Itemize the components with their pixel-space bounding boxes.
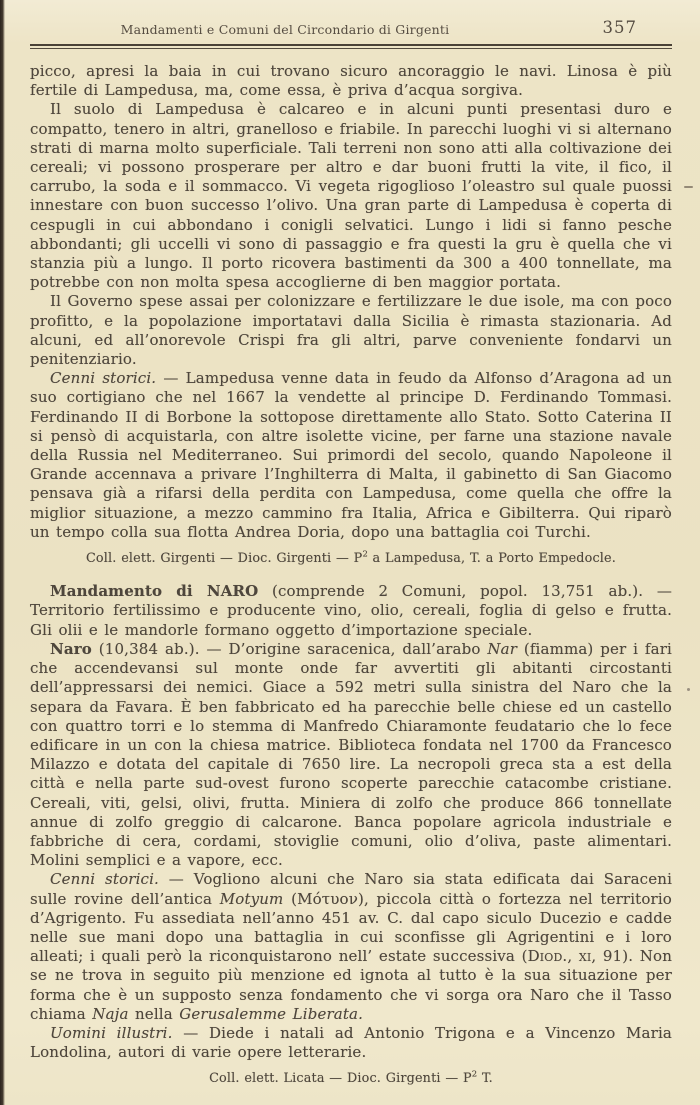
- text-segment: xi: [578, 947, 592, 966]
- text-segment: (10,384 ab.). — D’origine saracenica, dall’arabo: [91, 639, 488, 658]
- text-segment: 2: [471, 1069, 478, 1080]
- text-segment: — Lampedusa venne data in feudo da Alfonso d’Aragona ad un suo cortigiano che nel 1667 la vendette al principe D. Ferdinando Tommasi. Ferdinando II di Borbone la sottopose direttamente allo Stato. Sotto Caterina II si pensò di acquistarla, con altre isolette vicine, per farne una stazione navale della Russia nel Mediterraneo. Sui primordi del secolo, quando Napoleone il Grande accennava a privare l’Inghilterra di Malta, il gabinetto di San Giacomo pensava già a rifarsi della perdita con Lampedusa, come quella che offre la miglior situazione, a mezzo cammino fra Italia, Africa e Gibilterra. Qui riparò un tempo colla sua flotta Andrea Doria, dopo una battaglia coi Turchi.: [30, 369, 673, 541]
- page-header: [0, 0, 700, 42]
- text-segment: Coll. elett. Girgenti — Dioc. Girgenti — P: [85, 551, 363, 567]
- text-segment: (comprende 2 Comuni, popol. 13,751 ab.). — Territorio fertilissimo e producente vino, olio, cereali, foglia di gelso e frutta. Gli olii e le mandorle formano oggetto d’importazione speciale.: [30, 582, 672, 639]
- text-segment: Cenni storici.: [50, 870, 159, 889]
- text-segment: Il suolo di Lampedusa è calcareo e in alcuni punti presentasi duro e compatto, tenero in altri, granelloso e friabile. In parecchi luoghi vi si alternano strati di marna molto superficiale. Tali terreni non sono atti alla coltivazione dei cereali; vi possono prosperare per altro e dar buoni frutti la vite, il fico, il carrubo, la soda e il sommacco. Vi vegeta rigoglioso l’oleastro sul quale puossi innestare con buon successo l’olivo. Una gran parte di Lampedusa è coperta di cespugli in cui abbondano i conigli selvatici. Lungo i lidi si fanno pesche abbondanti; gli uccelli vi sono di passaggio e fra questi la gru è quella che vi stanzia più a lungo. Il porto ricovera bastimenti da 300 a 400 tonnellate, ma potrebbe con non molta spesa accoglierne di ben maggior portata.: [30, 100, 672, 292]
- text-segment: Il Governo spese assai per colonizzare e fertilizzare le due isole, ma con poco profitto, e la popolazione importatavi dalla Sicilia è rimasta stazionaria. Ad alcuni, ed all’onorevole Crispi fra gli altri, parve conveniente fondarvi un penitenziario.: [30, 292, 672, 369]
- scan-artifact: [684, 186, 693, 188]
- text-segment: T.: [477, 1071, 493, 1087]
- paragraph: [30, 369, 672, 542]
- text-segment: Naja: [92, 1004, 129, 1023]
- section-paragraph: [30, 582, 672, 640]
- paragraph: [30, 100, 672, 292]
- text-segment: Uomini illustri.: [50, 1023, 173, 1042]
- binding-edge: [0, 0, 5, 1105]
- text-segment: picco, apresi la baia in cui trovano sicuro ancoraggio le navi. Linosa è più fertile di Lampedusa, ma, come essa, è priva d’acqua sorgiva.: [30, 62, 672, 100]
- footnote-line: [30, 1069, 672, 1088]
- paragraph: [30, 870, 672, 1024]
- text-segment: — Diede i natali ad Antonio Trigona e a Vincenzo Maria Londolina, autori di varie opere letterarie.: [30, 1023, 672, 1062]
- text-segment: Nar: [487, 639, 518, 658]
- text-segment: a Lampedusa, T. a Porto Empedocle.: [367, 551, 616, 567]
- text-segment: Coll. elett. Licata — Dioc. Girgenti — P: [209, 1071, 472, 1087]
- text-segment: , 91). Non se ne trova in seguito più menzione ed ignota al tutto è la sua situazione per forma che è un supposto senza fondamento che vi sorga ora Naro che il Tasso chiama: [30, 947, 673, 1023]
- text-segment: — Vogliono alcuni che Naro sia stata edificata dai Saraceni sulle rovine dell’antica: [30, 870, 673, 908]
- text-segment: (fiamma) per i fari che accendevansi sul monte onde far avvertiti gli abitanti circostanti dell’appressarsi dei nemici. Giace a 592 metri sulla sinistra del Naro che la separa da Favara. È ben fabbricato ed ha parecchie belle chiese ed un castello con quattro torri e lo stemma di Manfredo Chiaramonte feudatario che lo fece edificare in un con la chiesa matrice. Biblioteca fondata nel 1700 da Francesco Milazzo e dotata del capitale di 7650 lire. La necropoli greca sta a est della città e nella parte sud-ovest furono scoperte parecchie catacombe cristiane. Cereali, viti, gelsi, olivi, frutta. Miniera di zolfo che produce 866 tonnellate annue di zolfo greggio di calcarone. Banca popolare agricola industriale e fabbriche di cera, cordami, stoviglie comuni, olio d’oliva, paste alimentari. Molini semplici e a vapore, ecc.: [30, 639, 672, 870]
- text-segment: Cenni storici.: [50, 369, 157, 388]
- footnote-line: [30, 549, 672, 568]
- running-title: Mandamenti e Comuni del Circondario di Girgenti: [120, 22, 450, 37]
- text-segment: 2: [362, 548, 368, 559]
- paragraph: [30, 640, 672, 870]
- text-segment: Gerusalemme Liberata.: [179, 1004, 364, 1023]
- text-segment: nella: [128, 1004, 180, 1023]
- page-number: 357: [602, 18, 637, 37]
- text-segment: Motyum: [219, 889, 284, 908]
- text-segment: Naro: [50, 639, 92, 658]
- paragraph-continuation: [30, 62, 672, 100]
- scan-artifact: [687, 688, 690, 691]
- text-segment: Diod.: [527, 947, 568, 966]
- text-segment: Mandamento di NARO: [50, 582, 259, 601]
- page-body: [30, 62, 672, 1102]
- text-segment: (Μότυον), piccola città o fortezza nel territorio d’Agrigento. Fu assediata nell’anno 451 av. C. dal capo siculo Ducezio e cadde nelle sue mani dopo una battaglia in cui sconfisse gli Agrigentini e i loro alleati; i quali però la riconquistarono nell’ estate successiva (: [30, 889, 672, 966]
- paragraph: [30, 1024, 672, 1062]
- paragraph: [30, 292, 672, 369]
- header-rule: [30, 44, 672, 49]
- text-segment: ,: [567, 947, 579, 966]
